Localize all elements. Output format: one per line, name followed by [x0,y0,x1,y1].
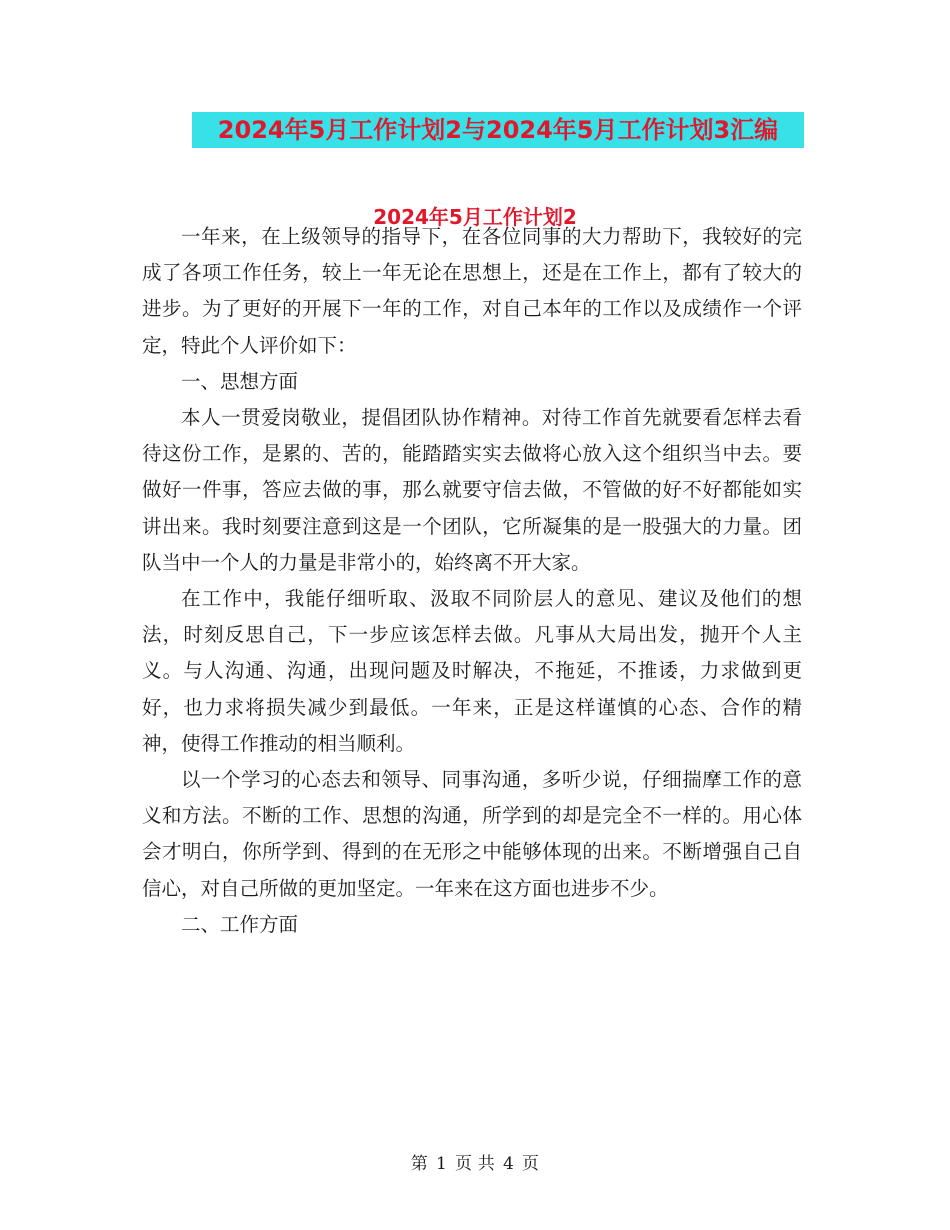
heading-thought: 一、思想方面 [181,369,299,393]
footer-total-pages: 4 [503,1154,515,1174]
paragraph-work-attitude: 在工作中，我能仔细听取、汲取不同阶层人的意见、建议及他们的想法，时刻反思自己，下一步应该怎样去做。凡事从大局出发，抛开个人主义。与人沟通、沟通，出现问题及时解决，不拖延，不推诿，力求做到更好，也力求将损失减少到最低。一年来，正是这样谨慎的心态、合作的精神，使得工作推动的相当顺利。 [142,587,802,755]
paragraph-thought: 本人一贯爱岗敬业，提倡团队协作精神。对待工作首先就要看怎样去看待这份工作，是累的、苦的，能踏踏实实去做将心放入这个组织当中去。要做好一件事，答应去做的事，那么就要守信去做，不管做的好不好都能如实讲出来。我时刻要注意到这是一个团队，它所凝集的是一股强大的力量。团队当中一个人的力量是非常小的，始终离不开大家。 [142,406,802,574]
document-body [142,219,802,943]
document-title: 2024年5月工作计划2与2024年5月工作计划3汇编 [192,112,804,148]
footer-current-page: 1 [435,1154,447,1174]
section-title: 2024年5月工作计划2 [373,205,577,229]
heading-work: 二、工作方面 [181,912,299,936]
page-footer [0,1152,950,1176]
footer-prefix: 第 [410,1154,428,1174]
footer-mid: 页 共 [454,1154,495,1174]
paragraph-learning: 以一个学习的心态去和领导、同事沟通，多听少说，仔细揣摩工作的意义和方法。不断的工作、思想的沟通，所学到的却是完全不一样的。用心体会才明白，你所学到、得到的在无形之中能够体现的出来。不断增强自己自信心，对自己所做的更加坚定。一年来在这方面也进步不少。 [142,768,802,900]
paragraph-intro: 一年来，在上级领导的指导下，在各位同事的大力帮助下，我较好的完成了各项工作任务，较上一年无论在思想上，还是在工作上，都有了较大的进步。为了更好的开展下一年的工作，对自己本年的工作以及成绩作一个评定，特此个人评价如下： [142,225,802,357]
footer-suffix: 页 [522,1154,540,1174]
